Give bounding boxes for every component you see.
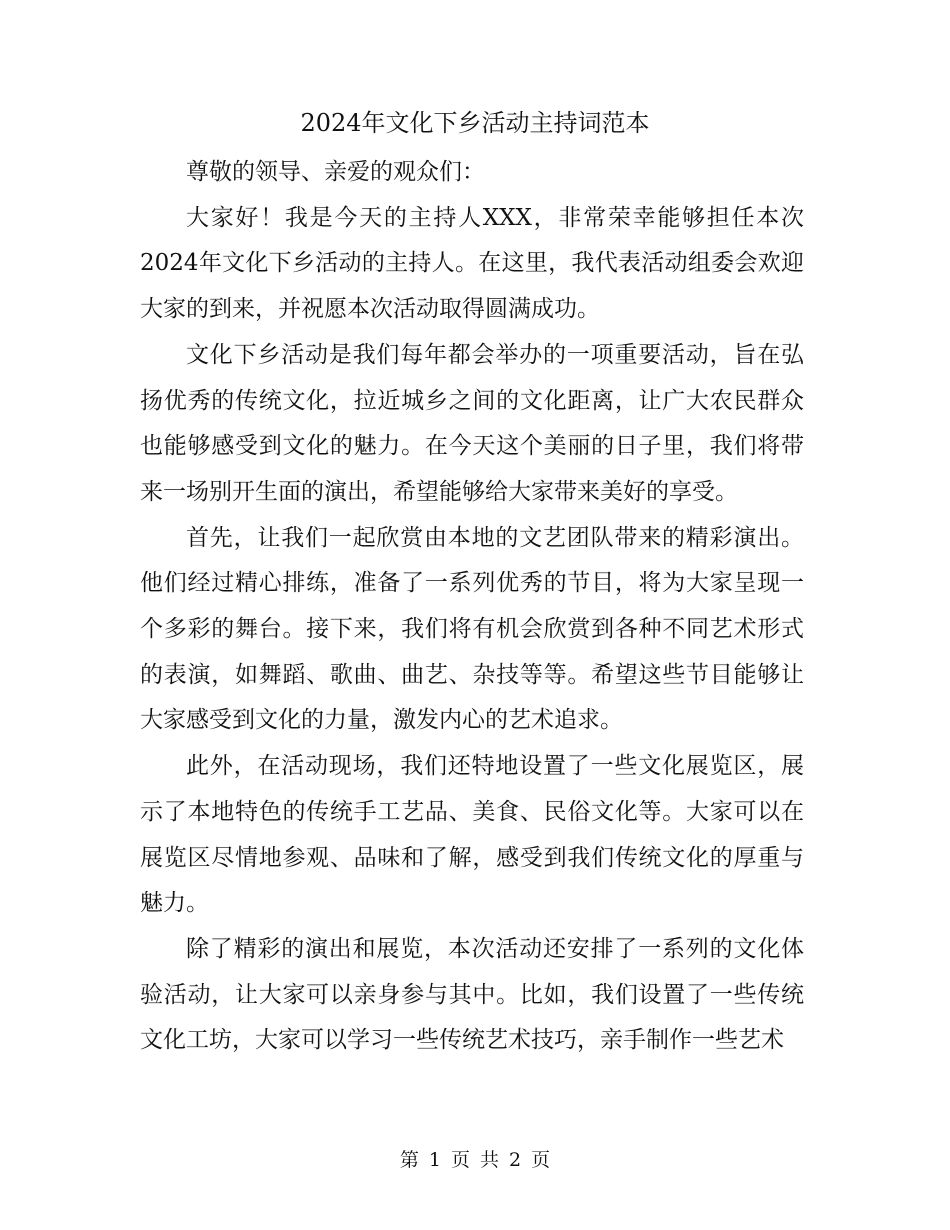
paragraph-greeting: 尊敬的领导、亲爱的观众们： xyxy=(186,159,485,185)
paragraph-exhibition: 此外，在活动现场，我们还特地设置了一些文化展览区，展示了本地特色的传统手工艺品、美食、民俗文化等。大家可以在展览区尽情地参观、品味和了解，感受到我们传统文化的厚重与魅力。 xyxy=(140,753,804,917)
paragraph-introduction: 大家好！我是今天的主持人XXX，非常荣幸能够担任本次2024年文化下乡活动的主持人。在这里，我代表活动组委会欢迎大家的到来，并祝愿本次活动取得圆满成功。 xyxy=(140,204,804,323)
paragraph-performances: 首先，让我们一起欣赏由本地的文艺团队带来的精彩演出。他们经过精心排练，准备了一系列优秀的节目，将为大家呈现一个多彩的舞台。接下来，我们将有机会欣赏到各种不同艺术形式的表演，如舞蹈、歌曲、曲艺、杂技等等。希望这些节目能够让大家感受到文化的力量，激发内心的艺术追求。 xyxy=(140,524,804,734)
paragraph-experience: 除了精彩的演出和展览，本次活动还安排了一系列的文化体验活动，让大家可以亲身参与其中。比如，我们设置了一些传统文化工坊，大家可以学习一些传统艺术技巧，亲手制作一些艺术 xyxy=(140,935,804,1054)
document-body xyxy=(140,150,804,1064)
document-title: 2024年文化下乡活动主持词范本 xyxy=(300,109,650,137)
page-number-footer: 第 1 页 共 2 页 xyxy=(399,1149,551,1171)
paragraph-purpose: 文化下乡活动是我们每年都会举办的一项重要活动，旨在弘扬优秀的传统文化，拉近城乡之间的文化距离，让广大农民群众也能够感受到文化的魅力。在今天这个美丽的日子里，我们将带来一场别开生面的演出，希望能够给大家带来美好的享受。 xyxy=(140,341,804,505)
